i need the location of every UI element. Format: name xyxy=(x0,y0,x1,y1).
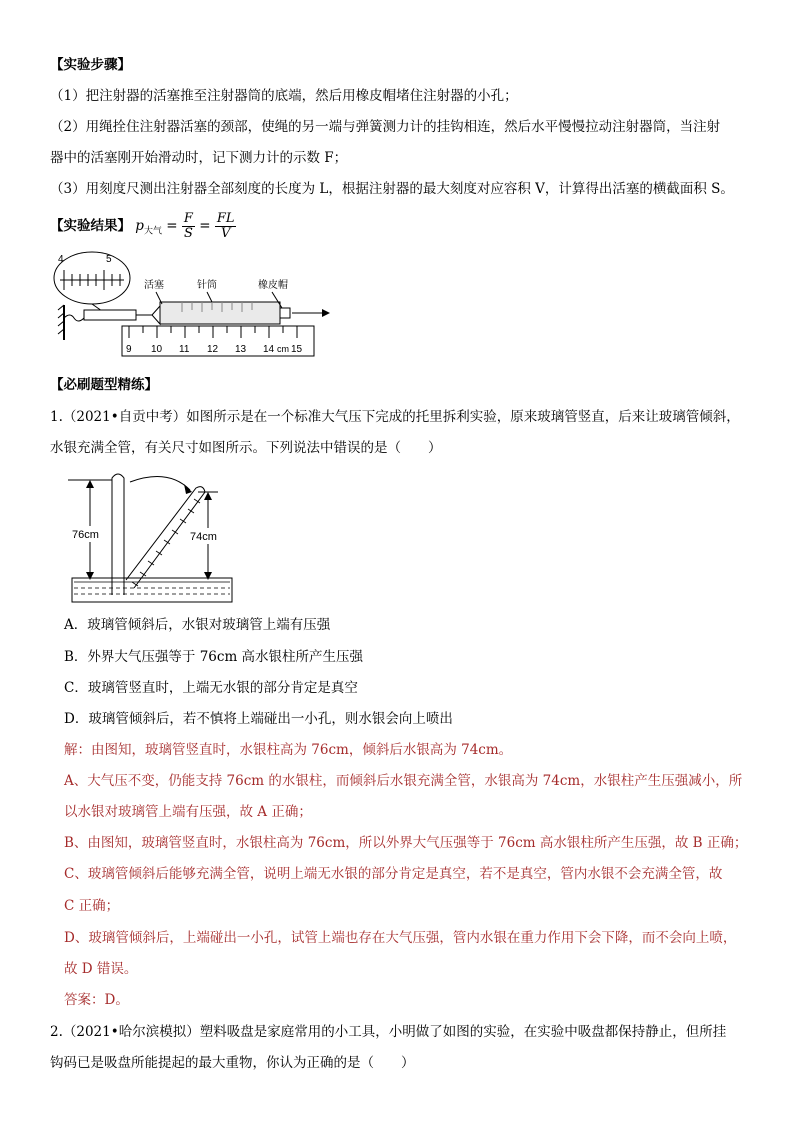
fraction-2-numerator: FL xyxy=(216,211,235,226)
step-2-line-2: 器中的活塞刚开始滑动时，记下测力计的示数 F； xyxy=(50,150,348,166)
q1-solution-line-4: B、由图知，玻璃管竖直时，水银柱高为 76cm，所以外界大气压强等于 76cm 高水银柱所产生压强，故 B 正确； xyxy=(64,835,748,851)
q1-solution-line-1: 解：由图知，玻璃管竖直时，水银柱高为 76cm，倾斜后水银高为 74cm。 xyxy=(64,742,513,758)
q1-solution-line-5: C、玻璃管倾斜后能够充满全管，说明上端无水银的部分肯定是真空，若不是真空，管内水银不会充满全管，故 xyxy=(64,866,723,882)
result-line xyxy=(50,211,236,241)
q1-solution-line-7: D、玻璃管倾斜后，上端碰出一小孔，试管上端也存在大气压强，管内水银在重力作用下会下降，而不会向上喷， xyxy=(64,930,737,946)
rubber-cap xyxy=(280,308,290,318)
mercury-surface xyxy=(74,582,230,594)
piston-cone xyxy=(152,306,160,324)
fraction-f-over-s xyxy=(182,212,195,241)
result-label: 【实验结果】 xyxy=(50,218,131,234)
piston-leader xyxy=(156,292,162,304)
question-1-line-1: 1.（2021•自贡中考）如图所示是在一个标准大气压下完成的托里拆利实验，原来玻璃管竖直，后来让玻璃管倾斜， xyxy=(50,409,740,425)
q1-option-a: A．玻璃管倾斜后，水银对玻璃管上端有压强 xyxy=(64,617,331,633)
q1-solution-line-2: A、大气压不变，仍能支持 76cm 的水银柱，而倾斜后水银充满全管，水银高为 74cm，水银柱产生压强减小，所 xyxy=(64,773,743,789)
fraction-2-denominator: V xyxy=(220,226,231,241)
ruler-unit-cm: cm xyxy=(277,344,289,354)
q1-solution-line-3: 以水银对玻璃管上端有压强，故 A 正确； xyxy=(64,804,312,820)
dim-76-arrow-top xyxy=(86,480,94,488)
syringe-experiment-figure xyxy=(52,250,332,362)
rotation-arc xyxy=(130,477,190,490)
hook xyxy=(64,315,84,321)
ruler-label-12: 12 xyxy=(207,344,219,355)
steps-header: 【实验步骤】 xyxy=(50,57,131,73)
step-2-line-1: （2）用绳拴住注射器活塞的颈部，使绳的另一端与弹簧测力计的挂钩相连，然后水平慢慢拉动注射器筒，当注射 xyxy=(50,119,721,135)
ruler-label-15: 15 xyxy=(291,344,303,355)
fraction-fl-over-v xyxy=(215,212,237,241)
pull-arrow-head xyxy=(322,309,330,317)
ruler-label-13: 13 xyxy=(235,344,247,355)
question-2-line-1: 2.（2021•哈尔滨模拟）塑料吸盘是家庭常用的小工具，小明做了如图的实验，在实验中吸盘都保持静止，但所挂 xyxy=(50,1024,727,1040)
q1-option-c: C．玻璃管竖直时，上端无水银的部分肯定是真空 xyxy=(64,680,358,696)
scale-label-5: 5 xyxy=(106,254,112,265)
step-1: （1）把注射器的活塞推至注射器筒的底端，然后用橡皮帽堵住注射器的小孔； xyxy=(50,88,518,104)
label-76cm: 76cm xyxy=(72,529,99,541)
label-barrel: 针筒 xyxy=(197,280,217,291)
fraction-1-denominator: S xyxy=(183,226,193,241)
spring-scale xyxy=(84,310,136,320)
vertical-tube xyxy=(112,474,124,595)
rotation-arrowhead xyxy=(184,484,192,494)
q1-answer: 答案：D。 xyxy=(64,992,129,1008)
result-eq-2: = xyxy=(199,218,211,234)
dim-74-arrow-top xyxy=(204,492,212,500)
question-1-line-2: 水银充满全管，有关尺寸如图所示。下列说法中错误的是（ ） xyxy=(50,440,442,456)
q1-solution-line-6: C 正确； xyxy=(64,898,120,914)
step-3: （3）用刻度尺测出注射器全部刻度的长度为 L，根据注射器的最大刻度对应容积 V，计算得出活塞的横截面积 S。 xyxy=(50,181,734,197)
q1-option-b: B．外界大气压强等于 76cm 高水银柱所产生压强 xyxy=(64,649,364,665)
question-2-line-2: 钩码已是吸盘所能提起的最大重物，你认为正确的是（ ） xyxy=(50,1055,415,1071)
label-74cm: 74cm xyxy=(190,531,217,543)
barrel-leader xyxy=(207,292,212,302)
syringe-barrel xyxy=(160,302,280,324)
fraction-1-numerator: F xyxy=(183,211,193,226)
scale-label-4: 4 xyxy=(58,254,64,265)
ruler-label-10: 10 xyxy=(151,344,163,355)
ruler-label-11: 11 xyxy=(179,344,190,355)
ruler-label-9: 9 xyxy=(126,344,132,355)
magnified-scale-bubble xyxy=(54,252,130,304)
result-eq-1: = xyxy=(166,218,178,234)
result-p-sub: 大气 xyxy=(143,226,162,237)
label-rubber-cap: 橡皮帽 xyxy=(258,280,288,291)
q1-option-d: D．玻璃管倾斜后，若不慎将上端碰出一小孔，则水银会向上喷出 xyxy=(64,711,453,727)
label-piston: 活塞 xyxy=(144,280,164,291)
torricelli-figure xyxy=(68,470,258,605)
mercury-dish xyxy=(72,578,232,602)
q1-solution-line-8: 故 D 错误。 xyxy=(64,961,138,977)
practice-header: 【必刷题型精练】 xyxy=(50,377,158,393)
result-p: p xyxy=(135,218,144,234)
dim-74-arrow-bottom xyxy=(204,572,212,580)
ruler-label-14: 14 xyxy=(263,344,275,355)
dim-76-arrow-bottom xyxy=(86,572,94,580)
